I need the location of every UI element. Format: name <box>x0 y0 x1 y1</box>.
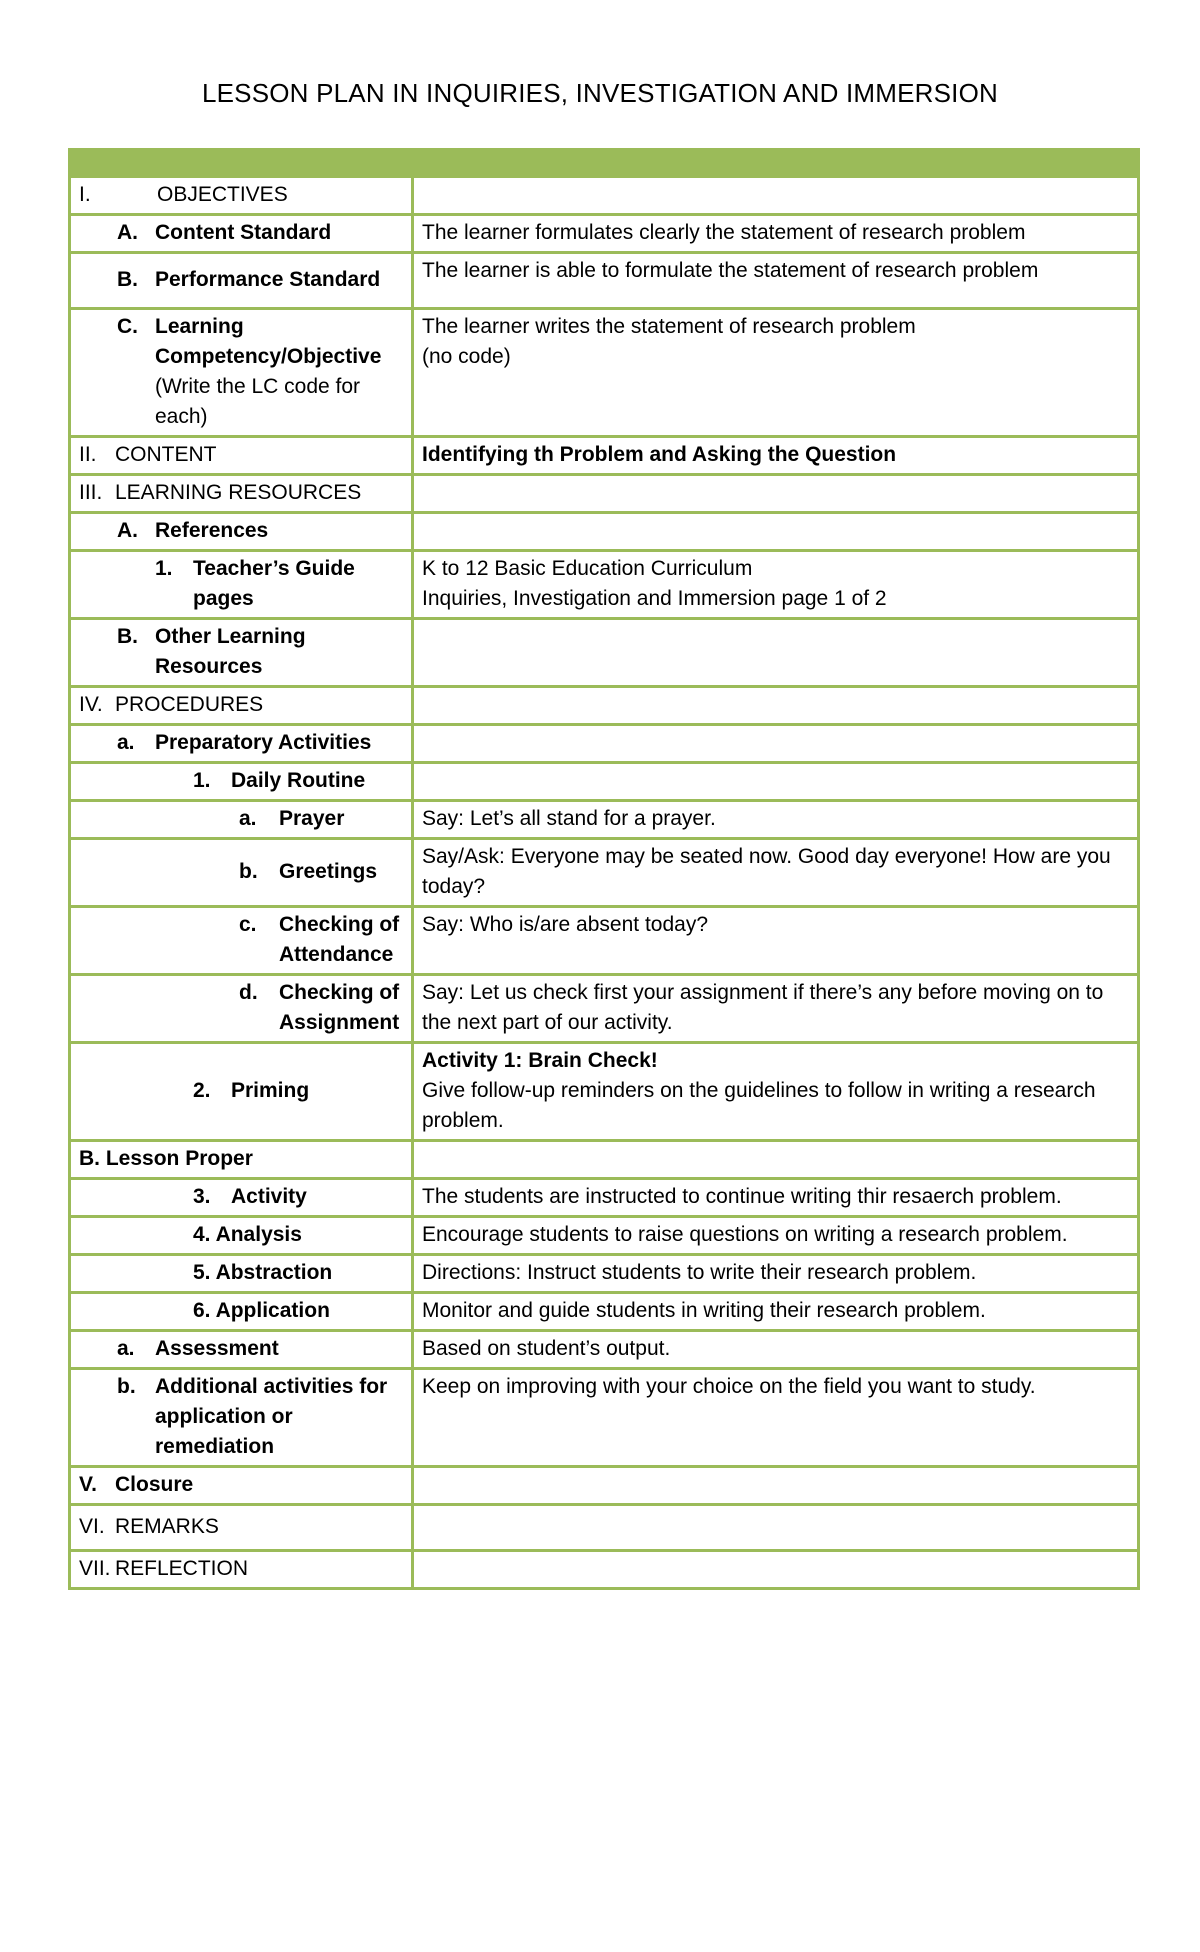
table-row <box>70 1551 1139 1589</box>
row-number: C. <box>117 315 138 338</box>
value-cell: Say: Let’s all stand for a prayer. <box>413 801 1139 839</box>
value-cell: Based on student’s output. <box>413 1331 1139 1369</box>
value-cell <box>413 551 1139 619</box>
learning-competency-label <box>79 312 403 432</box>
row-label: Greetings <box>279 860 378 883</box>
table-header-bar <box>70 150 1139 177</box>
label-cell <box>70 551 413 619</box>
closure-label <box>79 1470 403 1500</box>
value-cell: Directions: Instruct students to write their research problem. <box>413 1255 1139 1293</box>
value-cell <box>413 177 1139 215</box>
row-label: LEARNING RESOURCES <box>115 481 362 504</box>
performance-standard-label <box>79 265 403 295</box>
label-cell <box>70 513 413 551</box>
table-row <box>70 253 1139 309</box>
row-label: Preparatory Activities <box>155 731 372 754</box>
row-number: A. <box>117 519 138 542</box>
row-label: Checking of Attendance <box>279 913 400 966</box>
attendance-label <box>79 910 403 970</box>
row-number: II. <box>79 443 97 466</box>
table-row <box>70 1293 1139 1331</box>
value-cell <box>413 763 1139 801</box>
content-standard-label <box>79 218 403 248</box>
value-line: K to 12 Basic Education Curriculum <box>422 557 753 580</box>
row-label: Daily Routine <box>231 769 366 792</box>
activity-label <box>79 1182 403 1212</box>
label-cell <box>70 253 413 309</box>
value-cell <box>413 619 1139 687</box>
table-row <box>70 215 1139 253</box>
row-number: b. <box>117 1375 136 1398</box>
preparatory-label <box>79 728 403 758</box>
row-label: Activity <box>231 1185 307 1208</box>
label-cell <box>70 1369 413 1467</box>
row-number: c. <box>239 913 257 936</box>
value-cell <box>413 687 1139 725</box>
row-number: I. <box>79 183 91 206</box>
value-cell <box>413 475 1139 513</box>
table-row <box>70 309 1139 437</box>
value-line: The learner writes the statement of research problem <box>422 315 916 338</box>
row-label: References <box>155 519 269 542</box>
table-row <box>70 619 1139 687</box>
row-number: a. <box>239 807 257 830</box>
value-cell: Say: Who is/are absent today? <box>413 907 1139 975</box>
value-cell: The learner is able to formulate the statement of research problem <box>413 253 1139 309</box>
label-cell <box>70 801 413 839</box>
label-cell <box>70 1217 413 1255</box>
value-cell <box>413 513 1139 551</box>
label-cell <box>70 1331 413 1369</box>
row-label: Other Learning Resources <box>155 625 306 678</box>
row-label <box>155 312 403 432</box>
table-row <box>70 1255 1139 1293</box>
label-cell <box>70 1505 413 1551</box>
label-cell <box>70 1293 413 1331</box>
additional-activities-label <box>79 1372 403 1462</box>
row-label: REFLECTION <box>115 1557 249 1580</box>
activity-heading: Activity 1: Brain Check! <box>422 1049 658 1072</box>
table-row <box>70 725 1139 763</box>
reflection-label <box>79 1554 403 1584</box>
row-label: Prayer <box>279 807 345 830</box>
table-row <box>70 687 1139 725</box>
value-line: Inquiries, Investigation and Immersion page 1 of 2 <box>422 587 887 610</box>
label-cell <box>70 1179 413 1217</box>
row-number: 1. <box>155 557 173 580</box>
prayer-label <box>79 804 403 834</box>
row-number: d. <box>239 981 258 1004</box>
analysis-label: 4. Analysis <box>193 1223 302 1246</box>
table-row <box>70 437 1139 475</box>
row-number: a. <box>117 731 135 754</box>
value-cell <box>413 309 1139 437</box>
row-number: a. <box>117 1337 135 1360</box>
row-label: Assessment <box>155 1337 279 1360</box>
value-cell: Keep on improving with your choice on the field you want to study. <box>413 1369 1139 1467</box>
assessment-label <box>79 1334 403 1364</box>
label-cell <box>70 1043 413 1141</box>
row-label: Additional activities for application or remediation <box>155 1375 388 1458</box>
label-cell <box>70 725 413 763</box>
row-number: B. <box>117 268 138 291</box>
value-cell: The learner formulates clearly the statement of research problem <box>413 215 1139 253</box>
lesson-proper-label: B. Lesson Proper <box>70 1141 413 1179</box>
table-row <box>70 1369 1139 1467</box>
label-cell <box>70 1255 413 1293</box>
remarks-label <box>79 1512 403 1542</box>
row-number: III. <box>79 481 103 504</box>
assignment-label <box>79 978 403 1038</box>
abstraction-label: 5. Abstraction <box>193 1261 333 1284</box>
value-cell <box>413 1505 1139 1551</box>
table-row <box>70 551 1139 619</box>
label-cell <box>70 975 413 1043</box>
row-number: 1. <box>193 769 211 792</box>
value-cell: Say: Let us check first your assignment if there’s any before moving on to the next part of our activity. <box>413 975 1139 1043</box>
row-label: REMARKS <box>115 1515 219 1538</box>
label-cell <box>70 475 413 513</box>
label-cell <box>70 687 413 725</box>
row-number: A. <box>117 221 138 244</box>
value-cell: Encourage students to raise questions on writing a research problem. <box>413 1217 1139 1255</box>
label-cell <box>70 437 413 475</box>
application-label: 6. Application <box>193 1299 330 1322</box>
table-row <box>70 801 1139 839</box>
procedures-label <box>79 690 403 720</box>
row-label: CONTENT <box>115 443 217 466</box>
label-cell <box>70 309 413 437</box>
references-label <box>79 516 403 546</box>
value-cell <box>413 1043 1139 1141</box>
label-cell <box>70 907 413 975</box>
row-number: b. <box>239 860 258 883</box>
table-row <box>70 513 1139 551</box>
row-number: VII. <box>79 1557 111 1580</box>
label-cell <box>70 1551 413 1589</box>
row-label: PROCEDURES <box>115 693 264 716</box>
table-row <box>70 975 1139 1043</box>
table-row <box>70 1331 1139 1369</box>
header-cell-right <box>413 150 1139 177</box>
row-number: IV. <box>79 693 103 716</box>
label-cell <box>70 619 413 687</box>
row-label: Content Standard <box>155 221 332 244</box>
greetings-label <box>79 857 403 887</box>
table-row <box>70 1179 1139 1217</box>
row-label: Checking of Assignment <box>279 981 400 1034</box>
objectives-label <box>79 180 403 210</box>
row-number: VI. <box>79 1515 105 1538</box>
row-number: 3. <box>193 1185 211 1208</box>
value-cell: Identifying th Problem and Asking the Question <box>413 437 1139 475</box>
value-line: (no code) <box>422 345 511 368</box>
table-row <box>70 1467 1139 1505</box>
row-label: Teacher’s Guide pages <box>193 557 355 610</box>
table-row <box>70 1141 1139 1179</box>
value-cell <box>413 1141 1139 1179</box>
label-cell <box>70 839 413 907</box>
row-number: 2. <box>193 1079 211 1102</box>
table-row <box>70 839 1139 907</box>
value-line: Give follow-up reminders on the guidelines to follow in writing a research problem. <box>422 1079 1096 1132</box>
table-row <box>70 907 1139 975</box>
value-cell <box>413 725 1139 763</box>
row-label: Closure <box>115 1473 194 1496</box>
priming-label <box>79 1076 403 1106</box>
row-number: V. <box>79 1473 97 1496</box>
value-cell: Say/Ask: Everyone may be seated now. Good day everyone! How are you today? <box>413 839 1139 907</box>
row-label: OBJECTIVES <box>157 183 288 206</box>
other-resources-label <box>79 622 403 682</box>
table-row <box>70 1043 1139 1141</box>
label-cell <box>70 1467 413 1505</box>
row-label-bold: Learning Competency/Objective <box>155 315 382 368</box>
lesson-plan-table <box>68 148 1140 1590</box>
row-label: Performance Standard <box>155 268 381 291</box>
header-cell-left <box>70 150 413 177</box>
value-cell <box>413 1551 1139 1589</box>
label-cell <box>70 763 413 801</box>
value-cell <box>413 1467 1139 1505</box>
row-label-note: (Write the LC code for each) <box>155 375 361 428</box>
value-cell: The students are instructed to continue writing thir resaerch problem. <box>413 1179 1139 1217</box>
label-cell <box>70 215 413 253</box>
content-label <box>79 440 403 470</box>
page-title: LESSON PLAN IN INQUIRIES, INVESTIGATION AND IMMERSION <box>201 78 999 108</box>
row-number: B. <box>117 625 138 648</box>
table-row <box>70 1505 1139 1551</box>
table-row <box>70 1217 1139 1255</box>
table-row <box>70 177 1139 215</box>
table-row <box>70 475 1139 513</box>
teachers-guide-label <box>79 554 403 614</box>
row-label: Priming <box>231 1079 310 1102</box>
table-row <box>70 763 1139 801</box>
learning-resources-label <box>79 478 403 508</box>
value-cell: Monitor and guide students in writing their research problem. <box>413 1293 1139 1331</box>
label-cell <box>70 177 413 215</box>
daily-routine-label <box>79 766 403 796</box>
